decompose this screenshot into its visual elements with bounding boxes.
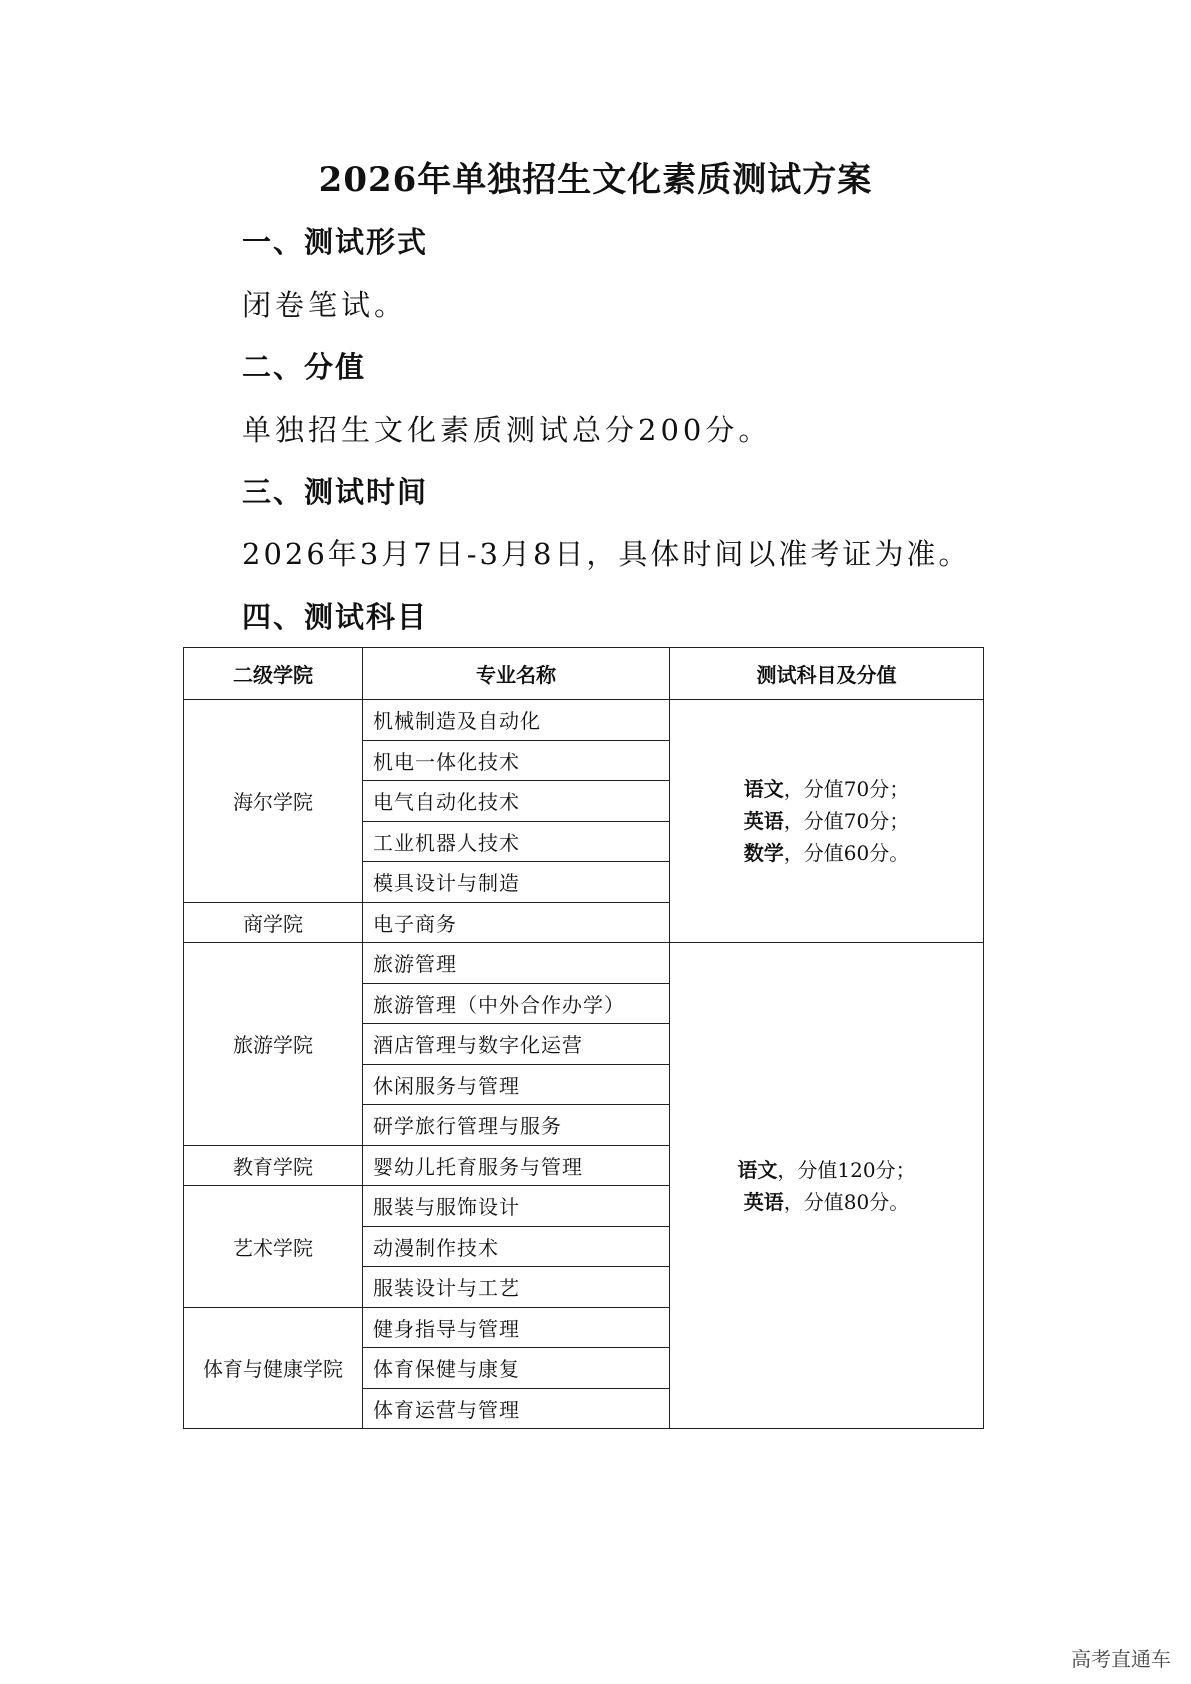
major-cell: 健身指导与管理 [363, 1307, 670, 1348]
page-title: 2026年单独招生文化素质测试方案 [318, 160, 873, 200]
major-cell: 模具设计与制造 [363, 862, 670, 903]
watermark: 高考直通车 [1071, 1647, 1171, 1671]
major-cell: 机械制造及自动化 [363, 700, 670, 741]
subject-name: 数学 [743, 841, 784, 865]
major-cell: 休闲服务与管理 [363, 1064, 670, 1105]
college-cell: 海尔学院 [184, 700, 363, 903]
major-cell: 电子商务 [363, 902, 670, 943]
major-cell: 动漫制作技术 [363, 1226, 670, 1267]
college-cell: 艺术学院 [184, 1186, 363, 1308]
subject-line [670, 773, 983, 805]
subject-score: ，分值70分； [783, 777, 910, 801]
section-heading-test-time: 三、测试时间 [242, 475, 429, 509]
header-major: 专业名称 [363, 648, 670, 700]
college-cell: 旅游学院 [184, 943, 363, 1146]
subject-score: ，分值80分。 [783, 1189, 910, 1214]
subject-name: 英语 [743, 809, 784, 833]
subject-line [670, 837, 983, 869]
major-cell: 电气自动化技术 [363, 781, 670, 822]
subjects-cell-group-1 [670, 700, 984, 943]
subjects-cell-group-2 [670, 943, 984, 1429]
major-cell: 工业机器人技术 [363, 821, 670, 862]
subject-name: 语文 [743, 777, 784, 801]
major-cell: 服装与服饰设计 [363, 1186, 670, 1227]
header-college: 二级学院 [184, 648, 363, 700]
section-heading-score: 二、分值 [242, 350, 367, 384]
major-cell: 旅游管理（中外合作办学） [363, 983, 670, 1024]
major-cell: 研学旅行管理与服务 [363, 1105, 670, 1146]
college-cell: 商学院 [184, 902, 363, 943]
section-heading-test-subjects: 四、测试科目 [242, 600, 429, 634]
subject-line [670, 1186, 983, 1218]
major-cell: 体育运营与管理 [363, 1388, 670, 1429]
subject-name: 英语 [743, 1189, 784, 1214]
section-heading-test-format: 一、测试形式 [242, 225, 429, 259]
subject-line [670, 1154, 983, 1186]
table-row [184, 700, 984, 741]
major-cell: 旅游管理 [363, 943, 670, 984]
subject-score: ，分值70分； [783, 809, 910, 833]
subject-name: 语文 [737, 1157, 778, 1182]
section-body-test-time: 2026年3月7日-3月8日，具体时间以准考证为准。 [242, 537, 971, 571]
major-cell: 服装设计与工艺 [363, 1267, 670, 1308]
major-cell: 机电一体化技术 [363, 740, 670, 781]
subjects-table [183, 647, 984, 1429]
section-body-score: 单独招生文化素质测试总分200分。 [242, 413, 772, 447]
section-body-test-format: 闭卷笔试。 [242, 288, 408, 322]
table-header-row [184, 648, 984, 700]
major-cell: 酒店管理与数字化运营 [363, 1024, 670, 1065]
table-row [184, 943, 984, 984]
subject-score: ，分值60分。 [783, 841, 910, 865]
subject-line [670, 805, 983, 837]
college-cell: 教育学院 [184, 1145, 363, 1186]
header-subjects: 测试科目及分值 [670, 648, 984, 700]
major-cell: 体育保健与康复 [363, 1348, 670, 1389]
college-cell: 体育与健康学院 [184, 1307, 363, 1429]
major-cell: 婴幼儿托育服务与管理 [363, 1145, 670, 1186]
subject-score: ，分值120分； [777, 1157, 916, 1182]
